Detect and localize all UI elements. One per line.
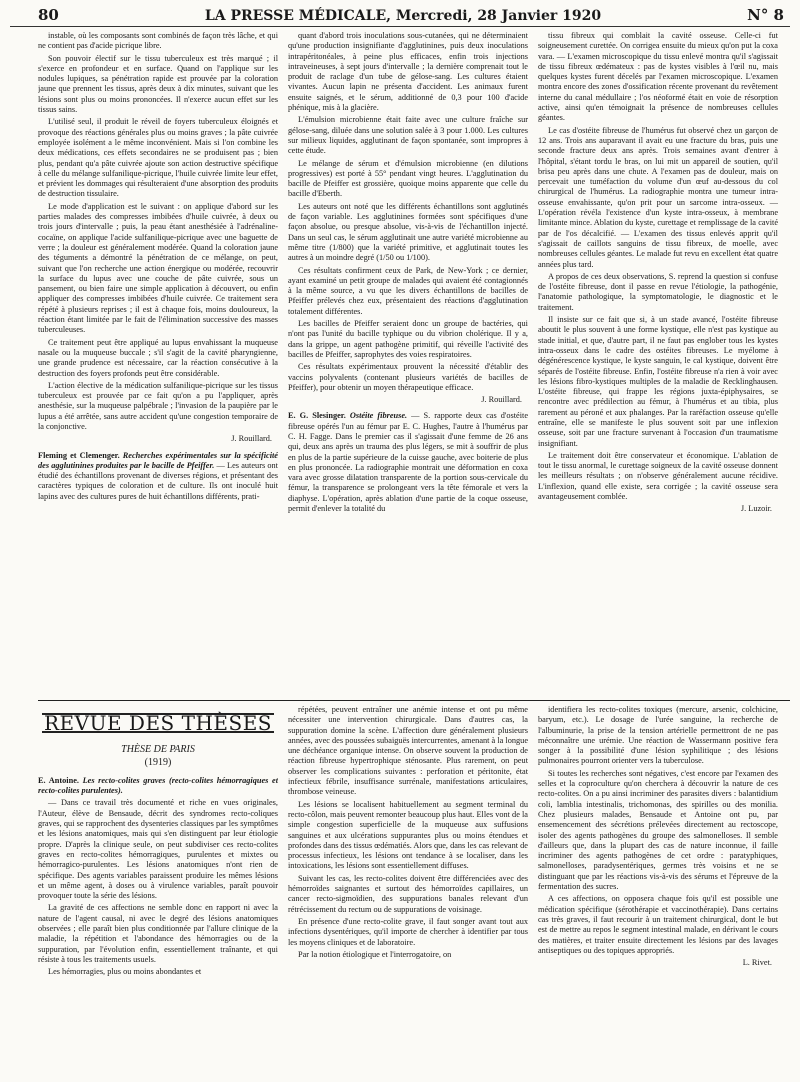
article-heading — [38, 451, 278, 502]
article-authors: Fleming et Clemenger. — [38, 450, 120, 460]
top-column-3 — [538, 31, 778, 696]
top-section — [10, 27, 790, 696]
signature: L. Rivet. — [742, 958, 772, 968]
paragraph: Le mode d'application est le suivant : on applique d'abord sur les parties malades des compresses imbibées d'huile cuivrée, à deux ou trois jours d'intervalle ; puis, la peau étant anesthésiée à l'adrénaline-cocaïne, on applique l'acide sulfanilique-picrique avec une baguette de verre ; la douleur est généralement modérée. Quand la coloration jaune des téguments a démontré la pénétration de ce mélange, on peut, suivant que l'on recherche une action énergique ou modérée, recouvrir la surface du lupus avec une couche de pâte cuivrée, sous un pansement, ou bien faire une simple application à découvert, ou enfin appliquer des compresses imbibées d'huile cuivrée. Ce traitement sera répété à plusieurs reprises ; il est à chaque fois, moins douloureux, la réaction étant limitée par le fait de l'élimination successive des masses tuberculeuses. — [38, 201, 278, 335]
article-title: Ostéite fibreuse. — [349, 411, 408, 421]
revue-section — [10, 701, 790, 1065]
revue-column-3 — [538, 705, 778, 1065]
paragraph: A propos de ces deux observations, S. reprend la question si confuse de l'ostéite fibreuse, dont il passe en revue l'étiologie, la pathogénie, l'anatomie pathologique, la symptomatologie, le diagnostic et le traitement. — [538, 271, 778, 312]
paragraph: Les bacilles de Pfeiffer seraient donc un groupe de bactéries, qui n'ont pas l'unité du bacille typhique ou du vibrion cholérique. Il y a, dans la grippe, un agent pathogène primitif, qui réveille l'activité des bacilles de Pfeiffer, saprophytes des voies respiratoires. — [288, 319, 528, 359]
paragraph: — Dans ce travail très documenté et riche en vues originales, l'Auteur, élève de Bensaude, décrit des syndromes recto-coliques graves, qui se rapprochent des dysenteries classiques par les symptômes et les lésions anatomiques, mais qui s'en distinguent par leur étiologie propre. D'après la clinique seule, on peut subdiviser ces recto-colites graves en recto-colites hémorragiques, purulentes et mixtes ou hémorragico-purulentes. Les lésions anatomiques n'ont rien de spécifique. Des agents variables paraissent produire les mêmes lésions et un même agent, à doses ou à virulence variables, paraît pouvoir provoquer toute la série des lésions. — [38, 798, 278, 901]
paragraph: Suivant les cas, les recto-colites doivent être différenciées avec des hémorroïdes saignantes et surtout des hémorroïdes capillaires, un cancer recto-sigmoïdien, des suppurations banales relevant d'un rétrécissement du rectum ou de suppurations de voisinage. — [288, 873, 528, 914]
page-header — [10, 0, 790, 27]
paragraph: La gravité de ces affections ne semble donc en rapport ni avec la nature de l'agent causal, ni avec le degré des lésions anatomiques observées ; elle paraît bien plus conditionnée par l'allure clinique de la maladie, la répétition et l'abondance des hémorragies ou de la suppuration, par l'évolution enfin, essentiellement traînante, et qui résiste à tous les traitements usuels. — [38, 903, 278, 964]
revue-column-1 — [38, 705, 278, 1065]
paragraph: Les hémorragies, plus ou moins abondantes et — [48, 967, 202, 977]
article-heading — [38, 776, 278, 797]
journal-title: LA PRESSE MÉDICALE, Mercredi, 28 Janvier 1920 — [204, 8, 602, 24]
paragraph: Si toutes les recherches sont négatives, c'est encore par l'examen des selles et la coproculture qu'on cherchera à découvrir la nature de ces recto-colites. On a pu ainsi incriminer des parasites divers : balantidium coli, lamblia intestinalis, trichomonas, des spirilles ou des monilia. Chez plusieurs malades, Bensaude et Antoine ont pu, par ensemencement des sécrétions prélevées directement au rectoscope, isoler des agents pathogènes du groupe des salmonelloses. Il semble d'ailleurs que, dans la plupart des cas de nature inconnue, il faille incriminer des agents pathogènes de cet ordre : paratyphiques, salmonelloses, paradysentériques, germes très voisins et ne se distinguant que par les réactions vis-à-vis des sérums et l'épreuve de la fermentation des sucres. — [538, 768, 778, 892]
newspaper-page — [10, 0, 790, 1076]
article-text: — Les auteurs ont étudié des échantillons provenant de diverses régions, et présentant des caractères typiques de coloration et de culture. Ils ont inoculé huit lapins avec des cultures pures de huit échantillons différents, prati- — [38, 460, 278, 501]
top-column-1 — [38, 31, 278, 696]
article-title: Recherches expérimentales sur la spécificité des agglutinines produites par le bacille de Pfeiffer. — [38, 450, 278, 470]
section-title: REVUE DES THÈSES — [44, 711, 272, 735]
paragraph: Les lésions se localisent habituellement au segment terminal du recto-côlon, mais peuvent remonter beaucoup plus haut. Elles vont de la simple congestion superficielle de la muqueuse aux suffusions sanguines et aux ulcérations suppurantes plus ou moins étendues et profondes dans des tissus œdématiés. Alors que, dans les cas relevant de processus infectieux, les lésions ont tendance à se localiser, dans les intoxications, les lésions sont essentiellement diffuses. — [288, 799, 528, 871]
paragraph: A ces affections, on opposera chaque fois qu'il est possible une médication spécifique (sérothérapie et vaccinothérapie). Dans certains cas très graves, il faut recourir à un traitement chirurgical, dont le but est de mettre au repos le segment intestinal malade, en dérivant le cours des matières, et traiter ensuite directement les lésions par des lavages antiseptiques ou des topiques appropriés. — [538, 894, 778, 955]
signature: J. Luzoir. — [740, 504, 772, 514]
article-text: — S. rapporte deux cas d'ostéite fibreuse opérés l'un au fémur par E. C. Hughes, l'autre à l'humérus par C. H. Fagge. Dans le premier cas il s'agissait d'une femme de 26 ans qui, deux ans après un trauma des plus légers, se mit à souffrir de plus en plus de la partie supérieure de la cuisse gauche, avec boiterie de plus en plus prononcée. La radiographie montrait une déformation en coxa vara avec grosse dilatation transparente de la portion sous-cervicale du fémur, la transparence se prolongeant vers la tête fémorale et vers la diaphyse. L'opération, après ablation d'une partie de la coque osseuse, permit d'enlever la totalité du — [288, 411, 528, 514]
paragraph: répétées, peuvent entraîner une anémie intense et ont pu même nécessiter une intervention chirurgicale. Dans d'autres cas, la suppuration domine la scène. L'affection dure généralement plusieurs années, avec des poussées subaiguës intercurrentes, amenant à la longue une déchéance organique intense. On observe souvent la production de réaction fibreuse hypertrophique sténosante. Plus rarement, on peut observer les complications suivantes : perforation et péritonite, état infectieux fébrile, insuffisance surrénale, manifestations articulaires, thrombose veineuse. — [288, 705, 528, 797]
paragraph: L'action élective de la médication sulfanilique-picrique sur les tissus tuberculeux est prouvée par ce fait qu'on a pu l'appliquer, après anesthésie, sur la muqueuse palpébrale ; l'invasion de la paupière par le lupus a été arrêtée, sans autre accident qu'une congestion temporaire de la conjonctive. — [38, 380, 278, 431]
paragraph: quant d'abord trois inoculations sous-cutanées, qui ne déterminaient qu'une production insignifiante d'agglutinines, puis deux inoculations intrapéritonéales, à peine plus efficaces, enfin trois injections intraveineuses, à sept jours d'intervalle ; la dernière comprenait tout le produit de raclage d'un tube de gélose-sang. Les cultures étaient vivantes. Aucun lapin ne présenta d'accident. Les animaux furent ensuite saignés, et le sérum, additionné de 0,3 pour 100 d'acide phénique, mis à la glacière. — [288, 31, 528, 113]
paragraph: Ce traitement peut être appliqué au lupus envahissant la muqueuse nasale ou la muqueuse buccale ; s'il s'agit de la cavité pharyngienne, une grande prudence est nécessaire, car la réaction consécutive à la destruction des foyers profonds peut être considérable. — [38, 337, 278, 378]
article-authors: E. G. Slesinger. — [288, 411, 346, 421]
paragraph: Les auteurs ont noté que les différents échantillons sont agglutinés de façon variable. Les agglutinines formées sont spécifiques d'une façon absolue, ou presque absolue, vis-à-vis de l'échantillon injecté. Dans un seul cas, le sérum agglutinait une autre variété microbienne au même titre (1/800) que la variété primitive, et agglutinait toutes les autres à un moindre degré (1/50 ou 1/100). — [288, 201, 528, 263]
paragraph: instable, où les composants sont combinés de façon très lâche, et qui ne contient pas d'acide picrique libre. — [38, 31, 278, 51]
these-year: (1919) — [144, 756, 172, 768]
article-heading — [288, 411, 528, 514]
signature: J. Rouillard. — [481, 395, 522, 405]
paragraph: tissu fibreux qui comblait la cavité osseuse. Celle-ci fut soigneusement curettée. On corrigea ensuite du mieux qu'on put la coxa vara. — L'examen microscopique du tissu enlevé montra qu'il s'agissait de tissu fibreux œdémateux : pas de kystes visibles à l'œil nu, mais quelques kystes furent décelés par l'examen microscopique. L'examen montra encore des zones d'ossification récente provenant du revêtement interne du canal médullaire ; l'os néoformé était en voie de résorption active, ainsi qu'en témoignait la présence de nombreuses cellules géantes. — [538, 31, 778, 123]
paragraph: Le mélange de sérum et d'émulsion microbienne (en dilutions progressives) est porté à 55° pendant vingt heures. L'agglutination du bacille de Pfeiffer est grossière, quoique moins apparente que celle du bacille d'Eberth. — [288, 158, 528, 199]
paragraph: Ces résultats expérimentaux prouvent la nécessité d'établir des vaccins polyvalents (contenant plusieurs variétés de bacilles de Pfeiffer), pour obtenir un moyen thérapeutique efficace. — [288, 362, 528, 392]
paragraph: Son pouvoir électif sur le tissu tuberculeux est très marqué ; il s'exerce en profondeur et en surface. Quand on l'applique sur les nodules lupiques, sa pénétration rapide est prouvée par la coloration jaune que prennent les tissus, après deux à dix minutes, suivant que les lésions sont plus ou moins prononcées. Il n'exerce aucun effet sur les tissus sains. — [38, 53, 278, 115]
paragraph: Il insiste sur ce fait que si, à un stade avancé, l'ostéite fibreuse aboutit le plus souvent à une forme kystique, elle n'est pas kystique au stade initial, et que, d'autre part, il ne faut pas englober tous les kystes intra-osseux dans le cadre des ostéites fibreuses. Le myélome à dégénérescence kystique, le kyste sanguin, le cal kystique, doivent être séparés de l'ostéite fibreuse. Enfin, l'ostéite fibreuse n'a rien à voir avec les lésions fibro-kystiques multiples de la maladie de Recklinghausen. L'ostéite fibreuse, qui frappe les régions juxta-épiphysaires, se rencontre avec prédilection au fémur, à l'humérus et au tibia, plus rarement au péroné et aux phalanges. Par la raréfaction osseuse qu'elle entraîne, elle se manifeste le plus souvent soit par une inflexion osseuse, soit par une fracture survenant à l'occasion d'un traumatisme insignifiant. — [538, 315, 778, 448]
paragraph: En présence d'une recto-colite grave, il faut songer avant tout aux infections dysentériques, qu'il importe de chercher à identifier par tous les moyens cliniques et de laboratoire. — [288, 916, 528, 947]
these-subtitle: THÈSE DE PARIS — [121, 744, 195, 756]
issue-number: N° 8 — [747, 6, 784, 24]
page-number: 80 — [38, 6, 59, 24]
paragraph: L'émulsion microbienne était faite avec une culture fraîche sur gélose-sang, diluée dans une solution salée à 3 pour 1.000. Les cultures sur milieux liquides, agglutinant de façon spontanée, sont impropres à cette étude. — [288, 115, 528, 156]
paragraph: Le cas d'ostéite fibreuse de l'humérus fut observé chez un garçon de 12 ans. Trois ans auparavant il avait eu une fracture du bras, puis une seconde fracture deux ans après. Trois semaines avant d'entrer à l'hôpital, s'étant tordu le bras, on lui mit un appareil de soutien, qu'il brisa peu après dans une chute. A l'examen pas de douleur, mais on percevait une tuméfaction du volume d'un œuf au-dessous du col chirurgical de l'humérus. La radiographie montra une tumeur intra-osseuse envahissante, qu'on prit pour un sarcome intra-osseux. — L'opération révéla l'existence d'un kyste intra-osseux, à membrane limitante mince. Ablation du kyste, curettage et remplissage de la cavité par de l'os décalcifié. — L'examen des tissus enlevés apprit qu'il s'agissait de caillots sanguins de tissu fibreux, de moelle, avec nombreuses cellules géantes. Le malade fut revu en excellent état quatre années plus tard. — [538, 125, 778, 269]
top-column-2 — [288, 31, 528, 696]
article-title: Les recto-colites graves (recto-colites hémorragiques et recto-colites purulentes). — [38, 775, 278, 796]
article-authors: E. Antoine. — [38, 775, 79, 785]
revue-column-2 — [288, 705, 528, 1065]
paragraph: L'utilisé seul, il produit le réveil de foyers tuberculeux éloignés et provoque des réactions générales plus ou moins graves ; la pâte cuivrée employée isolément a le même inconvénient. Mais si l'on combine les deux médications, ces effets secondaires ne se produisent pas ; bien plus, pendant qu'a pâte cuivrée ajoute son action destructive spécifique à celle du mélange sulfanilique-picrique, l'huile cuivrée limite leur effet, et prévient les dommages qui résulteraient d'une absorption des produits de destruction tissulaire. — [38, 117, 278, 199]
paragraph: Par la notion étiologique et l'interrogatoire, on — [298, 949, 452, 959]
paragraph: Ces résultats confirment ceux de Park, de New-York ; ce dernier, ayant examiné un petit groupe de malades qui avaient été contagionnés à la même source, a vu que les divers échantillons de bacilles de Pfeiffer prélevés chez eux, présentaient des réactions d'agglutination totalement différentes. — [288, 265, 528, 316]
paragraph: Le traitement doit être conservateur et économique. L'ablation de tout le tissu anormal, le curettage soigneux de la cavité osseuse donnent les meilleurs résultats ; on n'observe généralement aucune récidive. L'inflexion, quand elle existe, sera corrigée ; la cavité osseuse sera avantageusement comblée. — [538, 450, 778, 502]
signature: J. Rouillard. — [231, 434, 272, 444]
paragraph: identifiera les recto-colites toxiques (mercure, arsenic, colchicine, baryum, etc.). Le dosage de l'urée sanguine, la recherche de l'albuminurie, la prise de la tension artérielle permettront de ne pas méconnaître une urémie. Une réaction de Wassermann positive fera songer à la possibilité d'une lésion syphilitique ; des lésions pulmonaires pourront orienter vers la tuberculose. — [538, 705, 778, 766]
